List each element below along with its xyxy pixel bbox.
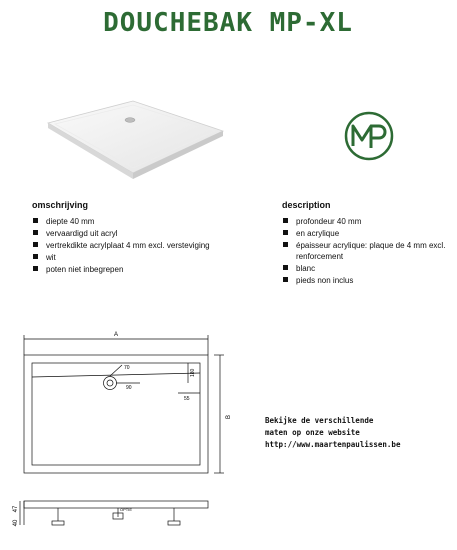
- dimension-b-label: B: [226, 414, 232, 420]
- dimension-40-label: 40: [13, 519, 19, 527]
- list-item: vertrekdikte acrylplaat 4 mm excl. versteviging: [32, 240, 242, 251]
- website-line: maten op onze website: [265, 428, 360, 437]
- dimension-70-label: 70: [124, 365, 130, 371]
- dimension-a-label: A: [113, 332, 119, 338]
- list-item: en acrylique: [282, 228, 457, 239]
- french-list: [282, 216, 457, 286]
- dutch-list: [32, 216, 242, 275]
- website-note: [265, 415, 450, 451]
- list-item: épaisseur acrylique: plaque de 4 mm excl. renforcement: [282, 240, 457, 262]
- list-item: pieds non inclus: [282, 275, 457, 286]
- list-item: profondeur 40 mm: [282, 216, 457, 227]
- list-item: vervaardigd uit acryl: [32, 228, 242, 239]
- mp-logo: [343, 110, 395, 162]
- list-item: poten niet inbegrepen: [32, 264, 242, 275]
- technical-drawing: [13, 325, 238, 543]
- dimension-47-label: 47: [13, 505, 19, 513]
- dimension-55-label: 55: [184, 396, 190, 402]
- dutch-description: [32, 200, 242, 276]
- foot-option-label: OPTIE: [120, 507, 133, 512]
- page-title: DOUCHEBAK MP-XL: [103, 8, 353, 38]
- dutch-heading: omschrijving: [32, 200, 89, 210]
- website-url[interactable]: http://www.maartenpaulissen.be: [265, 440, 401, 449]
- list-item: blanc: [282, 263, 457, 274]
- website-line: Bekijke de verschillende: [265, 416, 374, 425]
- list-item: diepte 40 mm: [32, 216, 242, 227]
- list-item: wit: [32, 252, 242, 263]
- french-description: [282, 200, 457, 287]
- french-heading: description: [282, 200, 331, 210]
- dimension-90-label: 90: [126, 385, 132, 391]
- shower-tray-photo: [28, 95, 228, 185]
- dimension-180-label: 180: [190, 368, 196, 377]
